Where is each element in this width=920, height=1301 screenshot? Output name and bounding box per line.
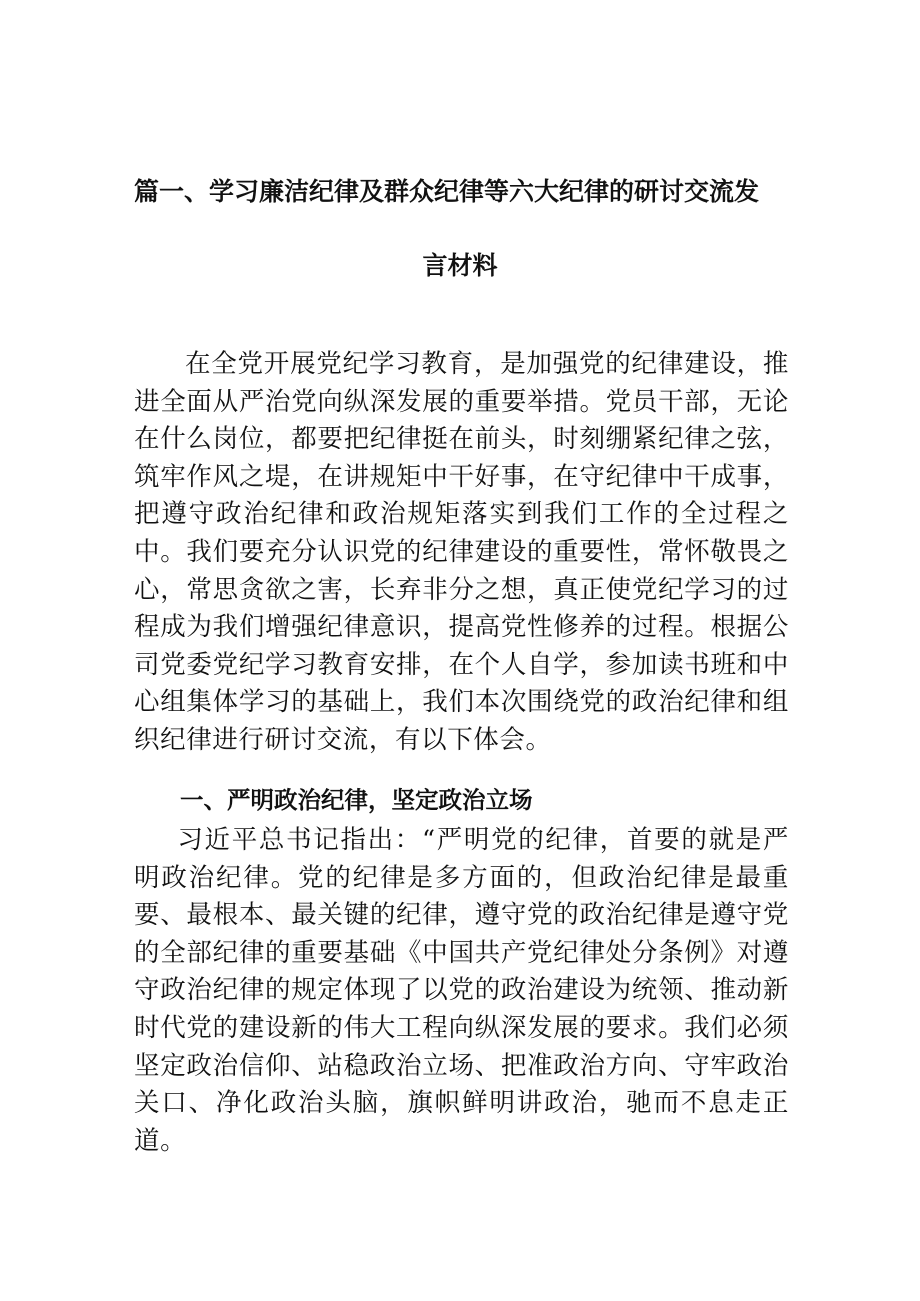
document-title-line-1: 篇一、学习廉洁纪律及群众纪律等六大纪律的研讨交流发 <box>134 177 760 206</box>
section-1-paragraph: 习近平总书记指出：“严明党的纪律，首要的就是严明政治纪律。党的纪律是多方面的，但政治纪律是最重要、最根本、最关键的纪律，遵守党的政治纪律是遵守党的全部纪律的重要基础《中国共产党纪律处分条例》对遵守政治纪律的规定体现了以党的政治建设为统领、推动新时代党的建设新的伟大工程向纵深发展的要求。我们必须坚定政治信仰、站稳政治立场、把准政治方向、守牢政治关口、净化政治头脑，旗帜鲜明讲政治，驰而不息走正道。 <box>134 825 789 1156</box>
intro-paragraph: 在全党开展党纪学习教育，是加强党的纪律建设，推进全面从严治党向纵深发展的重要举措。党员干部，无论在什么岗位，都要把纪律挺在前头，时刻绷紧纪律之弦，筑牢作风之堤，在讲规矩中干好事，在守纪律中干成事，把遵守政治纪律和政治规矩落实到我们工作的全过程之中。我们要充分认识党的纪律建设的重要性，常怀敬畏之心，常思贪欲之害，长弃非分之想，真正使党纪学习的过程成为我们增强纪律意识，提高党性修养的过程。根据公司党委党纪学习教育安排，在个人自学，参加读书班和中心组集体学习的基础上，我们本次围绕党的政治纪律和组织纪律进行研讨交流，有以下体会。 <box>134 349 789 755</box>
section-heading-1: 一、严明政治纪律，坚定政治立场 <box>180 786 533 814</box>
document-title-line-2: 言材料 <box>422 251 498 280</box>
